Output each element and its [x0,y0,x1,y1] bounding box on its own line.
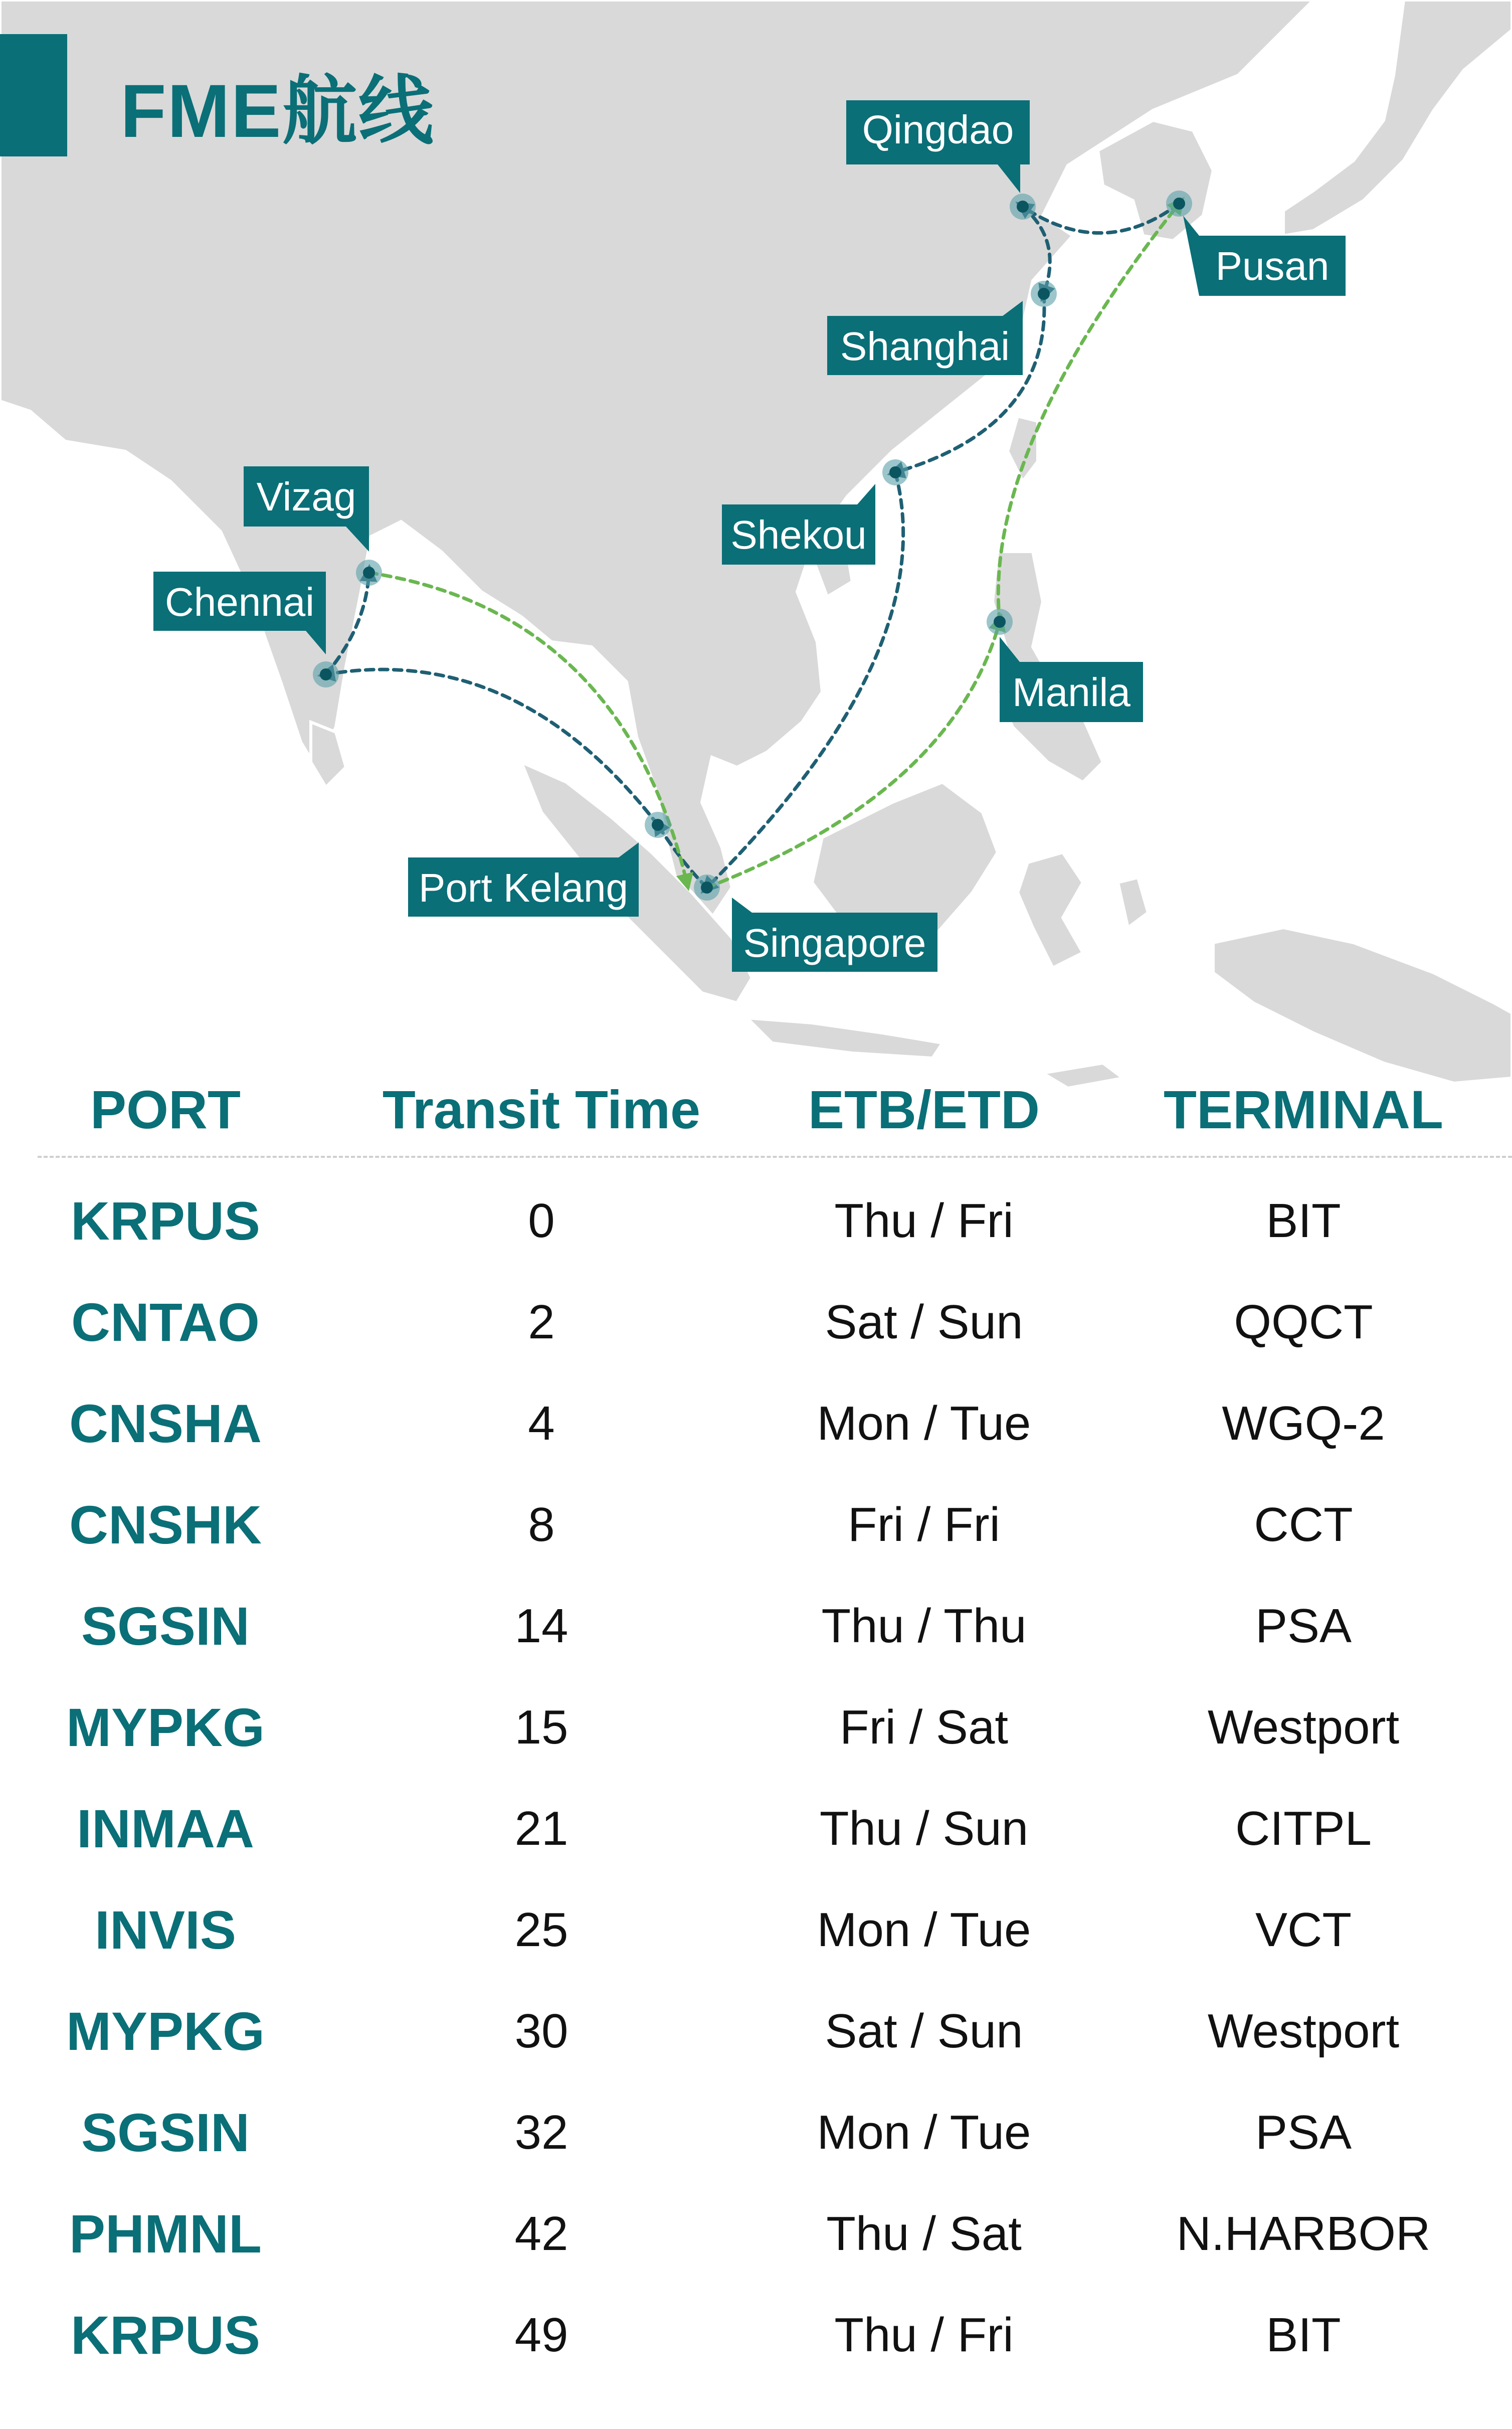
table-header-row [0,1068,1512,1138]
cell-terminal: WGQ-2 [1222,1397,1385,1450]
table-row [0,2085,1512,2185]
table-row [0,2288,1512,2388]
cell-transit: 2 [528,1295,555,1349]
cell-etb-etd: Mon / Tue [817,2106,1031,2159]
cell-transit: 4 [528,1397,555,1450]
cell-port: INVIS [94,1899,237,1960]
cell-etb-etd: Fri / Fri [848,1498,1000,1551]
table-row [0,1477,1512,1578]
header-terminal: TERMINAL [1164,1079,1443,1140]
cell-terminal: PSA [1255,1599,1352,1653]
table-row [0,1275,1512,1375]
port-dot-pusan [1166,191,1192,217]
table-row [0,1680,1512,1780]
cell-transit: 49 [514,2308,569,2362]
header-divider [38,1156,1512,1158]
label-shekou-text: Shekou [730,512,867,557]
label-qingdao-text: Qingdao [862,107,1014,152]
cell-transit: 32 [514,2106,569,2159]
cell-etb-etd: Thu / Sun [819,1802,1029,1855]
table-row [0,1173,1512,1274]
cell-port: SGSIN [81,1596,250,1656]
cell-transit: 8 [528,1498,555,1551]
cell-etb-etd: Sat / Sun [825,1295,1023,1349]
cell-etb-etd: Fri / Sat [839,1700,1009,1754]
label-singapore-text: Singapore [743,921,926,965]
table-row [0,1882,1512,1983]
cell-terminal: Westport [1207,1700,1400,1754]
cell-terminal: BIT [1266,2308,1341,2362]
cell-port: MYPKG [66,2001,265,2061]
header-port: PORT [90,1079,241,1140]
port-dot-qingdao [1010,194,1036,220]
port-dot-singapore [694,875,720,901]
header-etb-etd: ETB/ETD [808,1079,1040,1140]
cell-transit: 25 [514,1903,569,1957]
land-maluku [1118,878,1148,928]
table-row [0,1579,1512,1679]
cell-port: SGSIN [81,2102,250,2163]
cell-port: CNSHA [69,1393,262,1454]
cell-port: INMAA [77,1798,254,1859]
label-vizag-text: Vizag [256,474,356,519]
schedule-table [0,1043,1512,2429]
cell-terminal: BIT [1266,1194,1341,1248]
cell-port: KRPUS [70,1190,261,1251]
cell-etb-etd: Mon / Tue [817,1397,1031,1450]
port-dot-vizag [356,560,382,586]
cell-terminal: CITPL [1235,1802,1372,1855]
cell-etb-etd: Thu / Sat [826,2207,1022,2261]
cell-transit: 42 [514,2207,569,2261]
cell-port: KRPUS [70,2305,261,2365]
cell-terminal: PSA [1255,2106,1352,2159]
label-shanghai-text: Shanghai [840,324,1010,369]
cell-terminal: N.HARBOR [1176,2207,1431,2261]
label-pusan-text: Pusan [1215,244,1330,288]
table-row [0,1781,1512,1881]
port-dot-chennai [313,661,339,687]
page-title: FME航线 [120,69,435,153]
route-portkelang-chennai [326,669,658,825]
port-dot-shekou [882,459,908,485]
route-map [0,0,1512,1153]
label-manila-text: Manila [1012,670,1130,715]
cell-transit: 14 [514,1599,569,1653]
header-transit-time: Transit Time [382,1079,701,1140]
table-row [0,1984,1512,2084]
title-accent-bar [0,34,67,156]
land-sri-lanka [311,722,346,787]
label-chennai-text: Chennai [164,580,315,624]
route-map-svg [0,0,1512,1153]
cell-transit: 30 [514,2004,569,2058]
land-taiwan [1008,416,1038,481]
port-dot-portkelang [645,812,671,838]
label-portkelang-text: Port Kelang [418,865,629,910]
cell-transit: 0 [528,1194,555,1248]
cell-port: PHMNL [69,2203,262,2264]
table-row [0,1376,1512,1476]
cell-port: CNTAO [71,1292,260,1352]
cell-etb-etd: Thu / Thu [821,1599,1027,1653]
cell-etb-etd: Thu / Fri [834,2308,1014,2362]
table-row [0,2186,1512,2287]
cell-transit: 21 [514,1802,569,1855]
land-sulawesi [1018,852,1083,968]
cell-transit: 15 [514,1700,569,1754]
cell-terminal: VCT [1255,1903,1352,1957]
cell-terminal: QQCT [1234,1295,1373,1349]
cell-port: MYPKG [66,1697,265,1758]
cell-etb-etd: Mon / Tue [817,1903,1031,1957]
cell-etb-etd: Sat / Sun [825,2004,1023,2058]
land-korea [1098,120,1213,241]
cell-port: CNSHK [69,1494,262,1555]
cell-etb-etd: Thu / Fri [834,1194,1014,1248]
cell-terminal: Westport [1207,2004,1400,2058]
land-japan [1283,0,1512,236]
port-dot-shanghai [1031,281,1057,307]
port-dot-manila [987,609,1013,635]
cell-terminal: CCT [1254,1498,1353,1551]
